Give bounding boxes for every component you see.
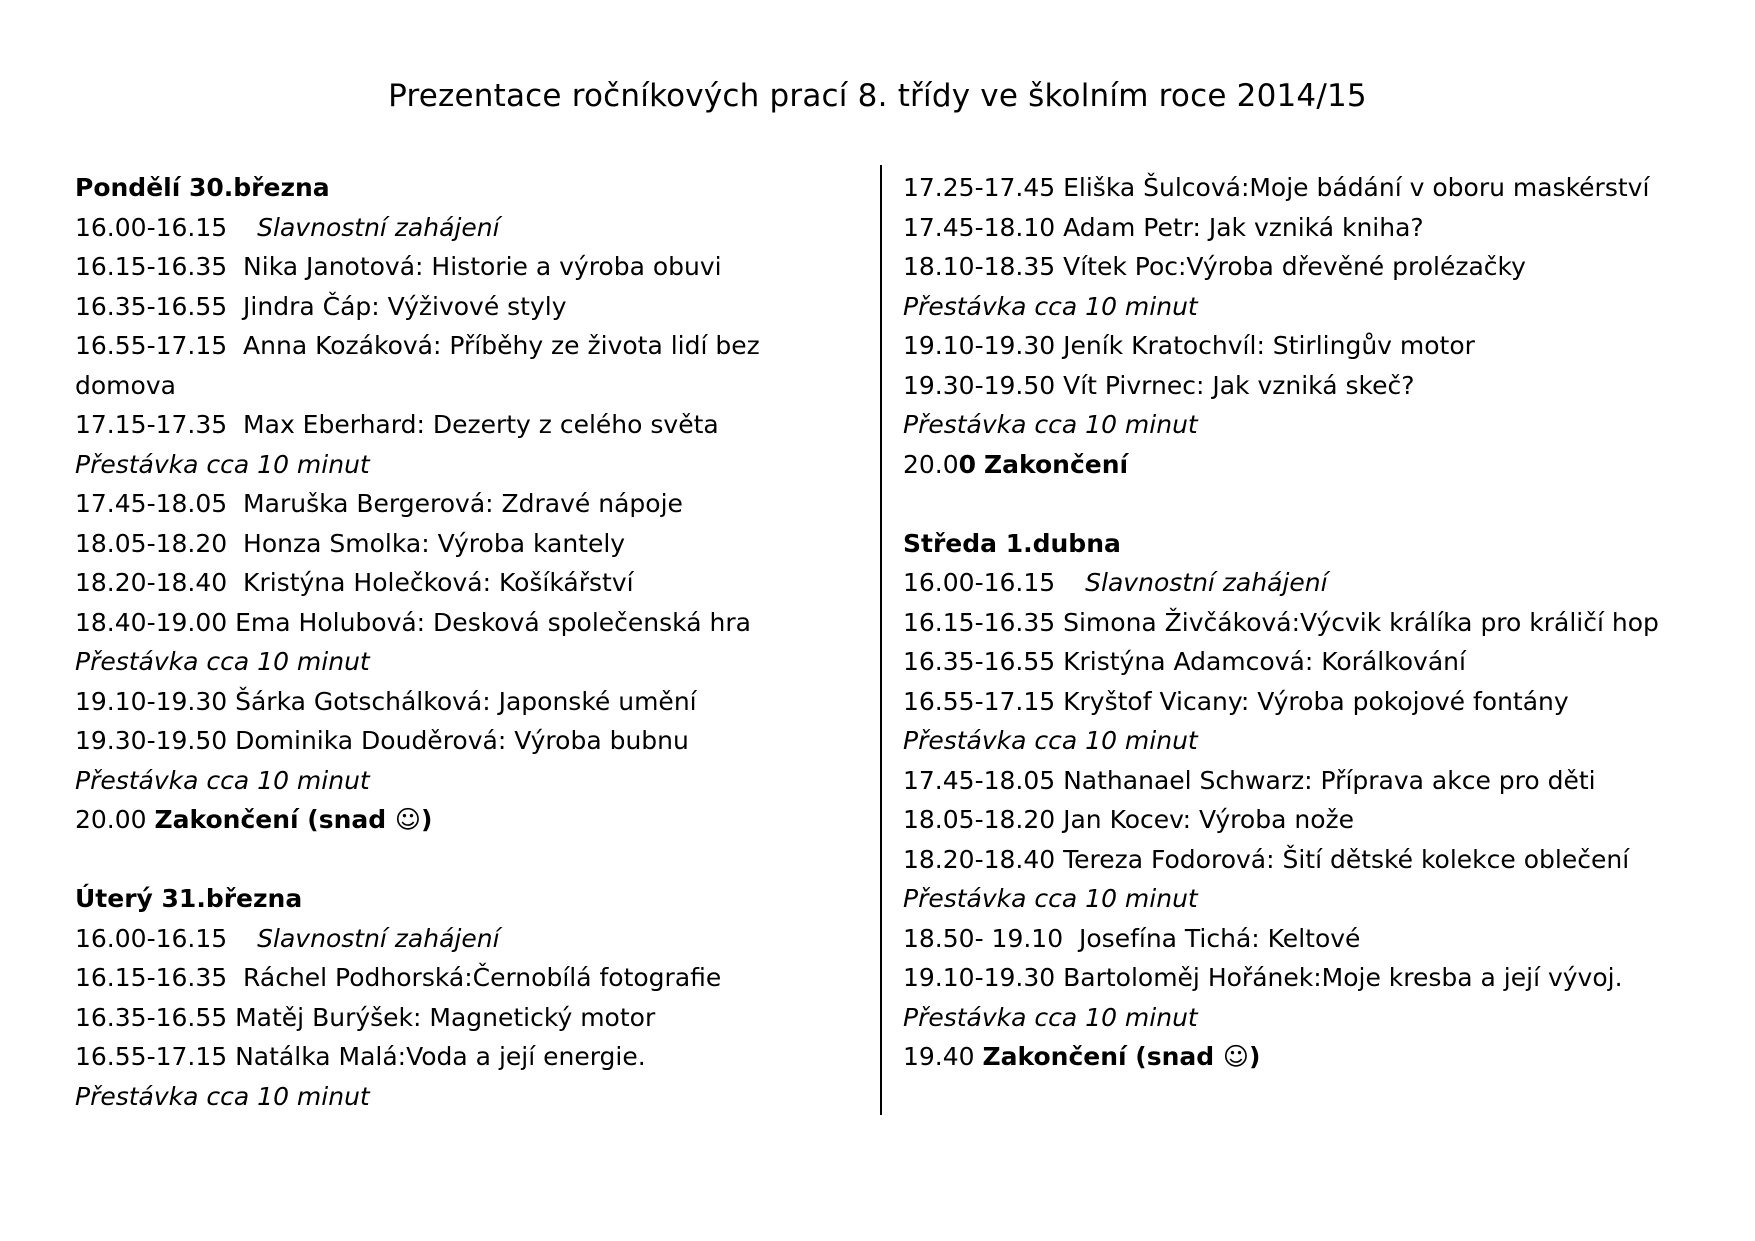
schedule-item: 19.10-19.30 Bartoloměj Hořánek:Moje kresba a její vývoj. bbox=[903, 963, 1623, 992]
schedule-item: 17.45-18.05 Maruška Bergerová: Zdravé nápoje bbox=[75, 489, 683, 518]
closing-text: Zakončení (snad ☺) bbox=[982, 1042, 1261, 1071]
schedule-item: 19.30-19.50 Vít Pivrnec: Jak vzniká skeč? bbox=[903, 370, 1415, 400]
closing-time: 20.0 bbox=[903, 449, 959, 479]
closing-text: Zakončení bbox=[984, 449, 1129, 479]
opening-text: Slavnostní zahájení bbox=[257, 923, 500, 953]
schedule-item: 17.45-18.05 Nathanael Schwarz: Příprava akce pro děti bbox=[903, 765, 1596, 795]
schedule-item: 17.15-17.35 Max Eberhard: Dezerty z celého světa bbox=[75, 410, 719, 439]
schedule-item: 16.55-17.15 Kryštof Vicany: Výroba pokojové fontány bbox=[903, 686, 1569, 716]
closing-time: 19.40 bbox=[903, 1042, 975, 1071]
schedule-item: 18.20-18.40 Kristýna Holečková: Košíkářství bbox=[75, 568, 634, 597]
closing-row bbox=[75, 800, 875, 840]
break-row: Přestávka cca 10 minut bbox=[75, 647, 370, 676]
schedule-item: 16.55-17.15 Natálka Malá:Voda a její energie. bbox=[75, 1042, 646, 1071]
break-row: Přestávka cca 10 minut bbox=[75, 765, 370, 795]
break-row: Přestávka cca 10 minut bbox=[903, 1002, 1198, 1032]
opening-text: Slavnostní zahájení bbox=[1085, 568, 1328, 597]
schedule-item: 16.15-16.35 Simona Živčáková:Výcvik králíka pro králičí hop bbox=[903, 607, 1659, 637]
left-column bbox=[75, 168, 875, 1116]
closing-time: 20.00 bbox=[75, 805, 147, 834]
break-row: Přestávka cca 10 minut bbox=[75, 1081, 370, 1111]
day-heading-wednesday: Středa 1.dubna bbox=[903, 528, 1121, 558]
page-title: Prezentace ročníkových prací 8. třídy ve školním roce 2014/15 bbox=[388, 78, 1367, 114]
schedule-item: 18.05-18.20 Honza Smolka: Výroba kantely bbox=[75, 528, 626, 558]
break-row: Přestávka cca 10 minut bbox=[903, 291, 1198, 321]
opening-text: Slavnostní zahájení bbox=[257, 212, 500, 242]
schedule-item: 16.55-17.15 Anna Kozáková: Příběhy ze života lidí bez bbox=[75, 331, 760, 360]
closing-row bbox=[903, 445, 1733, 485]
schedule-item: 17.25-17.45 Eliška Šulcová:Moje bádání v oboru maskérství bbox=[903, 173, 1650, 202]
schedule-item: 19.10-19.30 Jeník Kratochvíl: Stirlingův motor bbox=[903, 331, 1475, 360]
opening-row bbox=[75, 208, 875, 248]
schedule-item: 18.10-18.35 Vítek Poc:Výroba dřevěné prolézačky bbox=[903, 252, 1526, 281]
right-column bbox=[903, 168, 1733, 1077]
opening-time: 16.00-16.15 bbox=[75, 923, 228, 953]
schedule-item: 18.20-18.40 Tereza Fodorová: Šití dětské kolekce oblečení bbox=[903, 844, 1630, 874]
schedule-item: 16.35-16.55 Matěj Burýšek: Magnetický motor bbox=[75, 1002, 656, 1032]
opening-row bbox=[903, 563, 1733, 603]
schedule-item-continuation: domova bbox=[75, 370, 176, 400]
schedule-item: 18.50- 19.10 Josefína Tichá: Keltové bbox=[903, 923, 1361, 953]
spacer bbox=[75, 840, 875, 880]
schedule-item: 16.35-16.55 Kristýna Adamcová: Korálkování bbox=[903, 647, 1466, 676]
break-row: Přestávka cca 10 minut bbox=[903, 410, 1198, 439]
schedule-item: 19.30-19.50 Dominika Douděrová: Výroba bubnu bbox=[75, 726, 689, 755]
closing-time-bold: 0 bbox=[958, 449, 977, 479]
opening-time: 16.00-16.15 bbox=[903, 568, 1056, 597]
opening-row bbox=[75, 919, 875, 959]
schedule-item: 16.35-16.55 Jindra Čáp: Výživové styly bbox=[75, 291, 567, 321]
spacer bbox=[903, 484, 1733, 524]
break-row: Přestávka cca 10 minut bbox=[903, 726, 1198, 755]
schedule-item: 18.40-19.00 Ema Holubová: Desková společenská hra bbox=[75, 607, 751, 637]
break-row: Přestávka cca 10 minut bbox=[903, 884, 1198, 913]
closing-row bbox=[903, 1037, 1733, 1077]
schedule-item: 17.45-18.10 Adam Petr: Jak vzniká kniha? bbox=[903, 212, 1424, 242]
day-heading-tuesday: Úterý 31.března bbox=[75, 884, 303, 913]
opening-time: 16.00-16.15 bbox=[75, 212, 228, 242]
schedule-item: 16.15-16.35 Ráchel Podhorská:Černobílá fotografie bbox=[75, 963, 722, 992]
day-heading-monday: Pondělí 30.března bbox=[75, 173, 330, 202]
schedule-item: 19.10-19.30 Šárka Gotschálková: Japonské umění bbox=[75, 686, 697, 716]
schedule-item: 18.05-18.20 Jan Kocev: Výroba nože bbox=[903, 805, 1354, 834]
break-row: Přestávka cca 10 minut bbox=[75, 449, 370, 479]
column-divider bbox=[880, 165, 882, 1115]
schedule-item: 16.15-16.35 Nika Janotová: Historie a výroba obuvi bbox=[75, 252, 722, 281]
closing-text: Zakončení (snad ☺) bbox=[154, 805, 433, 834]
